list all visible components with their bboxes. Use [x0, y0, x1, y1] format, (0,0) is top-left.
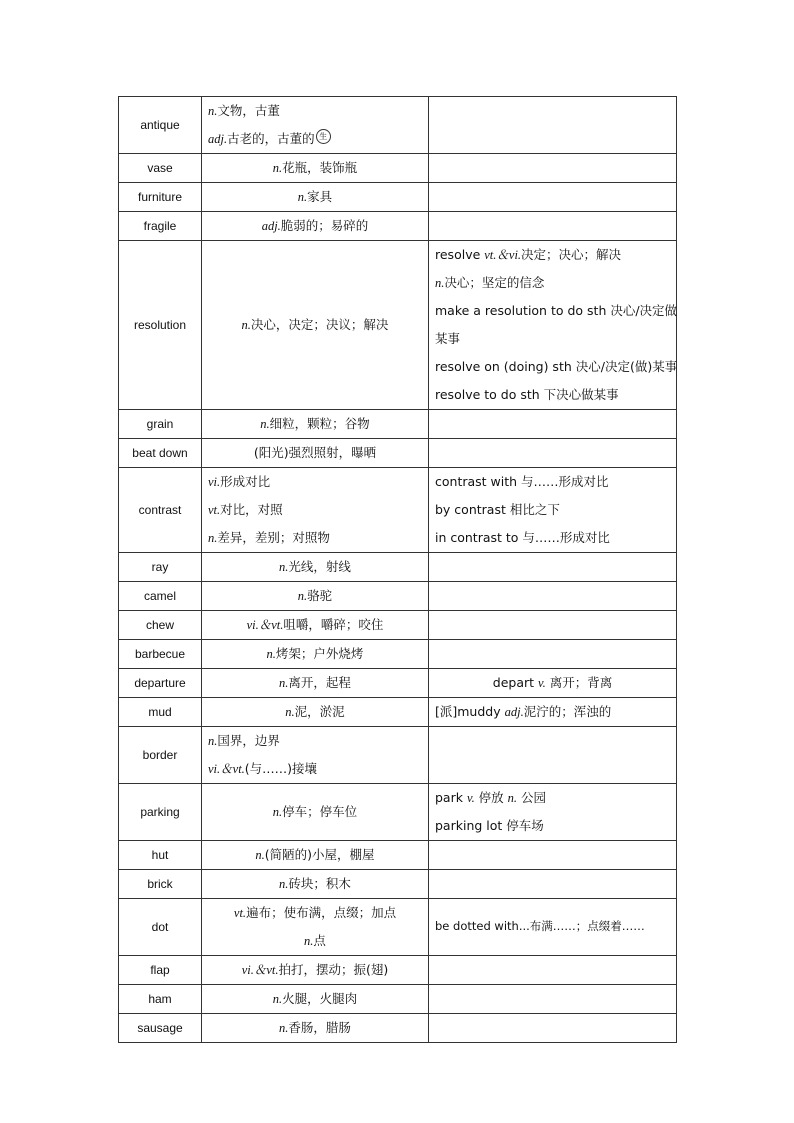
meaning-cell — [202, 899, 429, 956]
notes-cell — [429, 899, 677, 956]
part-of-speech: n. — [208, 531, 218, 545]
table-row — [119, 985, 677, 1014]
word-cell: beat down — [119, 439, 202, 468]
part-of-speech: n. — [285, 705, 295, 719]
meaning-line — [208, 899, 422, 927]
meaning-cell — [202, 468, 429, 553]
table-row — [119, 439, 677, 468]
meaning-line — [208, 956, 422, 984]
notes-cell — [429, 784, 677, 841]
notes-cell — [429, 727, 677, 784]
notes-cell — [429, 241, 677, 410]
word-cell: contrast — [119, 468, 202, 553]
word-cell: border — [119, 727, 202, 784]
part-of-speech: n. — [272, 805, 283, 819]
part-of-speech: n. — [241, 318, 251, 332]
word-cell: grain — [119, 410, 202, 439]
notes-cell — [429, 956, 677, 985]
notes-cell — [429, 640, 677, 669]
note-text: 决心；坚定的信念 — [444, 275, 545, 290]
part-of-speech: n. — [279, 560, 289, 574]
table-row — [119, 1014, 677, 1043]
part-of-speech: v. — [466, 791, 475, 805]
meaning-cell — [202, 183, 429, 212]
meaning-cell — [202, 727, 429, 784]
meaning-line — [208, 582, 422, 610]
notes-cell — [429, 669, 677, 698]
note-text: 停放 — [474, 790, 508, 805]
meaning-cell — [202, 1014, 429, 1043]
notes-cell — [429, 582, 677, 611]
meaning-line — [208, 669, 422, 697]
table-row — [119, 154, 677, 183]
definition-text: 咀嚼，嚼碎；咬住 — [283, 617, 384, 632]
meaning-line — [208, 927, 422, 955]
word-cell: ham — [119, 985, 202, 1014]
definition-text: 家具 — [307, 189, 333, 204]
notes-cell — [429, 985, 677, 1014]
notes-cell — [429, 468, 677, 553]
part-of-speech: vi.＆vt. — [241, 963, 279, 977]
meaning-cell — [202, 640, 429, 669]
part-of-speech: n. — [304, 934, 314, 948]
part-of-speech: adj. — [208, 132, 228, 146]
meaning-cell — [202, 841, 429, 870]
meaning-line — [208, 1014, 422, 1042]
table-row — [119, 784, 677, 841]
note-line — [435, 325, 670, 353]
part-of-speech: vi. — [208, 475, 221, 489]
part-of-speech: n. — [208, 104, 218, 118]
word-cell: parking — [119, 784, 202, 841]
note-line — [435, 241, 670, 269]
table-row — [119, 468, 677, 553]
meaning-line — [208, 841, 422, 869]
meaning-cell — [202, 154, 429, 183]
table-row — [119, 870, 677, 899]
meaning-line — [208, 640, 422, 668]
word-cell: departure — [119, 669, 202, 698]
word-cell: vase — [119, 154, 202, 183]
definition-text: 对比，对照 — [220, 502, 283, 517]
part-of-speech: n. — [260, 417, 270, 431]
definition-text: 拍打，摆动；振(翅) — [278, 962, 389, 977]
part-of-speech: n. — [279, 1021, 289, 1035]
meaning-line — [208, 727, 422, 755]
meaning-line — [208, 985, 422, 1013]
meaning-line — [208, 611, 422, 639]
definition-text: 泥，淤泥 — [294, 704, 345, 719]
circled-mark-icon: 生 — [316, 129, 331, 144]
word-cell: dot — [119, 899, 202, 956]
definition-text: 古老的，古董的 — [227, 131, 315, 146]
note-line — [435, 468, 670, 496]
notes-cell — [429, 97, 677, 154]
meaning-cell — [202, 97, 429, 154]
definition-text: 香肠，腊肠 — [288, 1020, 351, 1035]
definition-text: 点 — [313, 933, 326, 948]
part-of-speech: v. — [538, 676, 546, 690]
word-cell: barbecue — [119, 640, 202, 669]
meaning-cell — [202, 410, 429, 439]
word-cell: flap — [119, 956, 202, 985]
note-text: 决定；决心；解决 — [521, 247, 622, 262]
note-text: 泥泞的；浑浊的 — [523, 704, 612, 719]
meaning-line — [208, 311, 422, 339]
word-cell: chew — [119, 611, 202, 640]
note-text: park — [435, 790, 467, 805]
part-of-speech: adj. — [261, 219, 281, 233]
meaning-line — [208, 468, 422, 496]
meaning-cell — [202, 956, 429, 985]
definition-text: 决心，决定；决议；解决 — [250, 317, 389, 332]
notes-cell — [429, 212, 677, 241]
vocabulary-table — [118, 96, 677, 1043]
definition-text: 离开，起程 — [288, 675, 351, 690]
table-row — [119, 410, 677, 439]
definition-text: 骆驼 — [307, 588, 333, 603]
note-text: resolve — [435, 247, 485, 262]
part-of-speech: vt. — [233, 906, 247, 920]
table-row — [119, 553, 677, 582]
meaning-cell — [202, 553, 429, 582]
meaning-line — [208, 870, 422, 898]
table-row — [119, 899, 677, 956]
definition-text: 砖块；积木 — [288, 876, 351, 891]
meaning-line — [208, 755, 422, 783]
meaning-line — [208, 125, 422, 153]
definition-text: (简陋的)小屋，棚屋 — [264, 847, 375, 862]
definition-text: 烤架；户外烧烤 — [275, 646, 364, 661]
part-of-speech: n. — [272, 161, 283, 175]
meaning-line — [208, 553, 422, 581]
note-line — [435, 784, 670, 812]
table-row — [119, 241, 677, 410]
part-of-speech: n. — [255, 848, 265, 862]
word-cell: furniture — [119, 183, 202, 212]
part-of-speech: n. — [435, 276, 445, 290]
meaning-cell — [202, 241, 429, 410]
notes-cell — [429, 698, 677, 727]
note-line — [435, 297, 678, 325]
meaning-line — [208, 439, 422, 467]
definition-text: 国界，边界 — [217, 733, 280, 748]
meaning-line — [208, 496, 422, 524]
table-row — [119, 212, 677, 241]
note-text: by contrast 相比之下 — [435, 502, 560, 517]
definition-text: 形成对比 — [220, 474, 271, 489]
meaning-cell — [202, 870, 429, 899]
meaning-line — [208, 212, 422, 240]
meaning-cell — [202, 212, 429, 241]
note-line — [435, 669, 670, 697]
note-text: parking lot 停车场 — [435, 818, 544, 833]
meaning-cell — [202, 784, 429, 841]
table-row — [119, 611, 677, 640]
note-text: in contrast to 与……形成对比 — [435, 530, 610, 545]
note-line — [435, 381, 670, 409]
note-line — [435, 353, 678, 381]
note-text: 公园 — [517, 790, 547, 805]
table-row — [119, 183, 677, 212]
part-of-speech: n. — [279, 676, 289, 690]
table-row — [119, 669, 677, 698]
meaning-line — [208, 154, 422, 182]
table-row — [119, 841, 677, 870]
meaning-line — [208, 183, 422, 211]
meaning-line — [208, 97, 422, 125]
word-cell: antique — [119, 97, 202, 154]
part-of-speech: vi.＆vt. — [246, 618, 284, 632]
notes-cell — [429, 611, 677, 640]
note-text: depart — [492, 675, 538, 690]
word-cell: sausage — [119, 1014, 202, 1043]
part-of-speech: n. — [208, 734, 218, 748]
meaning-cell — [202, 669, 429, 698]
note-line — [435, 496, 670, 524]
word-cell: fragile — [119, 212, 202, 241]
definition-text: 脆弱的；易碎的 — [280, 218, 369, 233]
notes-cell — [429, 439, 677, 468]
meaning-line — [208, 524, 422, 552]
meaning-cell — [202, 698, 429, 727]
part-of-speech: n. — [279, 877, 289, 891]
definition-text: (与……)接壤 — [244, 761, 318, 776]
part-of-speech: n. — [266, 647, 276, 661]
notes-cell — [429, 1014, 677, 1043]
note-line — [435, 269, 670, 297]
notes-cell — [429, 841, 677, 870]
definition-text: 差异，差别；对照物 — [217, 530, 330, 545]
note-text: be dotted with...布满……；点缀着…… — [435, 919, 645, 933]
word-cell: mud — [119, 698, 202, 727]
definition-text: 停车；停车位 — [282, 804, 358, 819]
notes-cell — [429, 410, 677, 439]
meaning-cell — [202, 985, 429, 1014]
note-text: resolve to do sth 下决心做某事 — [435, 387, 619, 402]
note-line — [435, 812, 670, 840]
definition-text: 火腿，火腿肉 — [282, 991, 358, 1006]
note-text: 某事 — [435, 331, 461, 346]
meaning-line — [208, 410, 422, 438]
notes-cell — [429, 870, 677, 899]
notes-cell — [429, 553, 677, 582]
meaning-cell — [202, 611, 429, 640]
table-row — [119, 640, 677, 669]
note-line — [435, 913, 670, 941]
word-cell: camel — [119, 582, 202, 611]
part-of-speech: n. — [272, 992, 283, 1006]
part-of-speech: vt.＆vi. — [484, 248, 522, 262]
note-line — [435, 698, 670, 726]
definition-text: (阳光)强烈照射，曝晒 — [253, 445, 377, 460]
word-cell: hut — [119, 841, 202, 870]
note-text: make a resolution to do sth 决心/决定做 — [435, 303, 678, 318]
part-of-speech: n. — [297, 190, 308, 204]
note-text: contrast with 与……形成对比 — [435, 474, 609, 489]
definition-text: 花瓶，装饰瓶 — [282, 160, 358, 175]
part-of-speech: n. — [507, 791, 518, 805]
meaning-cell — [202, 582, 429, 611]
definition-text: 光线，射线 — [288, 559, 351, 574]
table-row — [119, 582, 677, 611]
table-row — [119, 956, 677, 985]
meaning-line — [208, 698, 422, 726]
part-of-speech: adj. — [504, 705, 524, 719]
notes-cell — [429, 154, 677, 183]
table-row — [119, 698, 677, 727]
meaning-line — [208, 798, 422, 826]
note-line — [435, 524, 670, 552]
word-cell: ray — [119, 553, 202, 582]
note-text: resolve on (doing) sth 决心/决定(做)某事 — [435, 359, 678, 374]
word-cell: resolution — [119, 241, 202, 410]
table-row — [119, 727, 677, 784]
definition-text: 遍布；使布满，点缀；加点 — [246, 905, 397, 920]
meaning-cell — [202, 439, 429, 468]
definition-text: 细粒，颗粒；谷物 — [269, 416, 370, 431]
table-row — [119, 97, 677, 154]
note-text: [派]muddy — [435, 704, 505, 719]
note-text: 离开；背离 — [545, 675, 613, 690]
word-cell: brick — [119, 870, 202, 899]
notes-cell — [429, 183, 677, 212]
definition-text: 文物，古董 — [217, 103, 280, 118]
part-of-speech: vi.＆vt. — [208, 762, 245, 776]
part-of-speech: vt. — [208, 503, 221, 517]
part-of-speech: n. — [297, 589, 308, 603]
